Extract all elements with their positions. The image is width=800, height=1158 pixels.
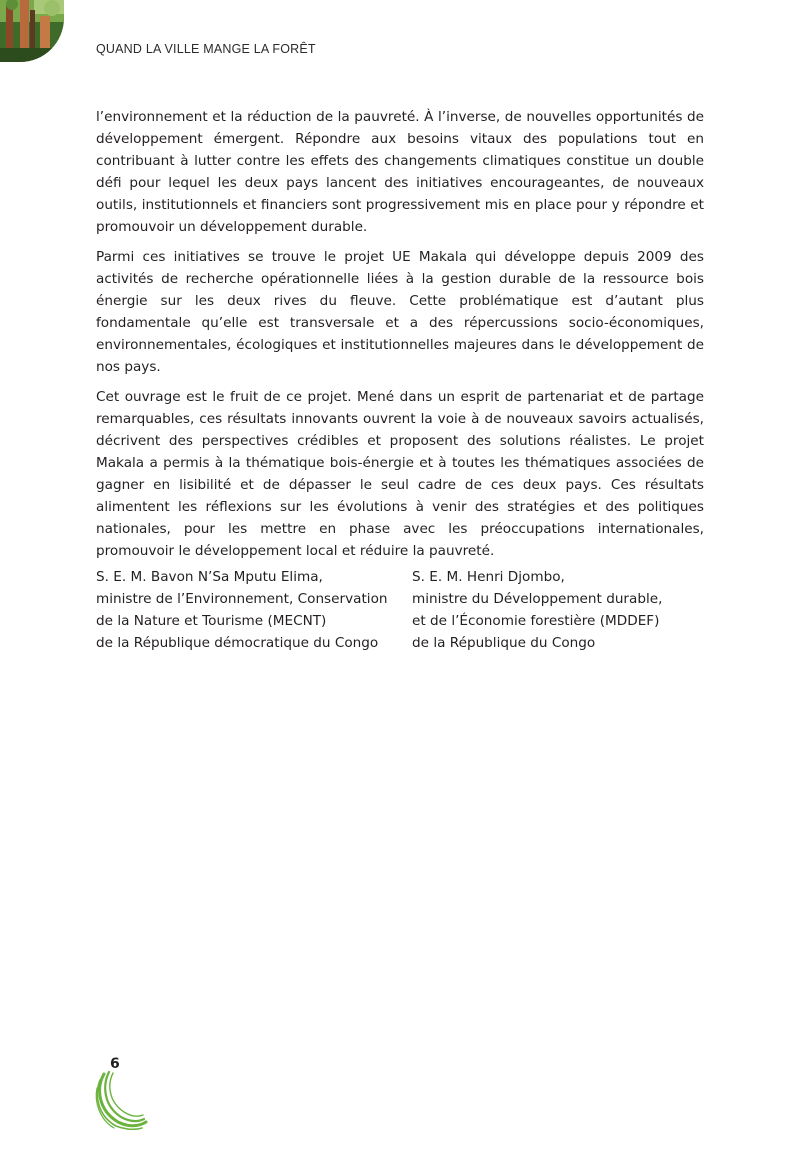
signatory-name: S. E. M. Henri Djombo, [412,569,565,585]
signatory-role: et de l’Économie forestière (MDDEF) [412,613,660,629]
signature-left [96,566,412,654]
signatory-role: ministre de l’Environnement, Conservation [96,591,388,607]
signatory-country: de la République du Congo [412,635,596,651]
paragraph-3: Cet ouvrage est le fruit de ce projet. Mené dans un esprit de partenariat et de partage remarquables, ces résultats innovants ouvrent la voie à de nouveaux savoirs actualisés, décrivent des perspectives crédibles et proposent des solutions réalistes. Le projet Makala a permis à la thématique bois-énergie et à toutes les thématiques associées de gagner en lisibilité et de dépasser le seul cadre de ces deux pays. Ces résultats alimentent les réflexions sur les évolutions à venir des stratégies et des politiques nationales, pour les mettre en phase avec les préoccupations internationales, promouvoir le développement local et réduire la pauvreté. [96,389,704,559]
signatory-country: de la République démocratique du Congo [96,635,379,651]
signatory-role: de la Nature et Tourisme (MECNT) [96,613,327,629]
paragraph-2: Parmi ces initiatives se trouve le projet UE Makala qui développe depuis 2009 des activités de recherche opérationnelle liées à la gestion durable de la ressource bois énergie sur les deux rives du fleuve. Cette problématique est d’autant plus fondamentale qu’elle est transversale et a des répercussions socio-économiques, environnementales, écologiques et institutionnelles majeures dans le développement de nos pays. [96,249,704,375]
page-number: 6 [110,1056,120,1072]
green-swirl-icon [94,1070,150,1130]
signature-block [96,566,704,654]
signatory-role: ministre du Développement durable, [412,591,663,607]
body-text [96,106,704,570]
forest-photo-corner [0,0,64,62]
signature-right [412,566,662,654]
signatory-name: S. E. M. Bavon N’Sa Mputu Elima, [96,569,323,585]
running-header: QUAND LA VILLE MANGE LA FORÊT [96,42,316,56]
paragraph-1: l’environnement et la réduction de la pauvreté. À l’inverse, de nouvelles opportunités de développement émergent. Répondre aux besoins vitaux des populations tout en contribuant à lutter contre les effets des changements climatiques constitue un double défi pour lequel les deux pays lancent des initiatives encourageantes, de nouveaux outils, institutionnels et financiers sont progressivement mis en place pour y répondre et promouvoir un développement durable. [96,109,704,235]
